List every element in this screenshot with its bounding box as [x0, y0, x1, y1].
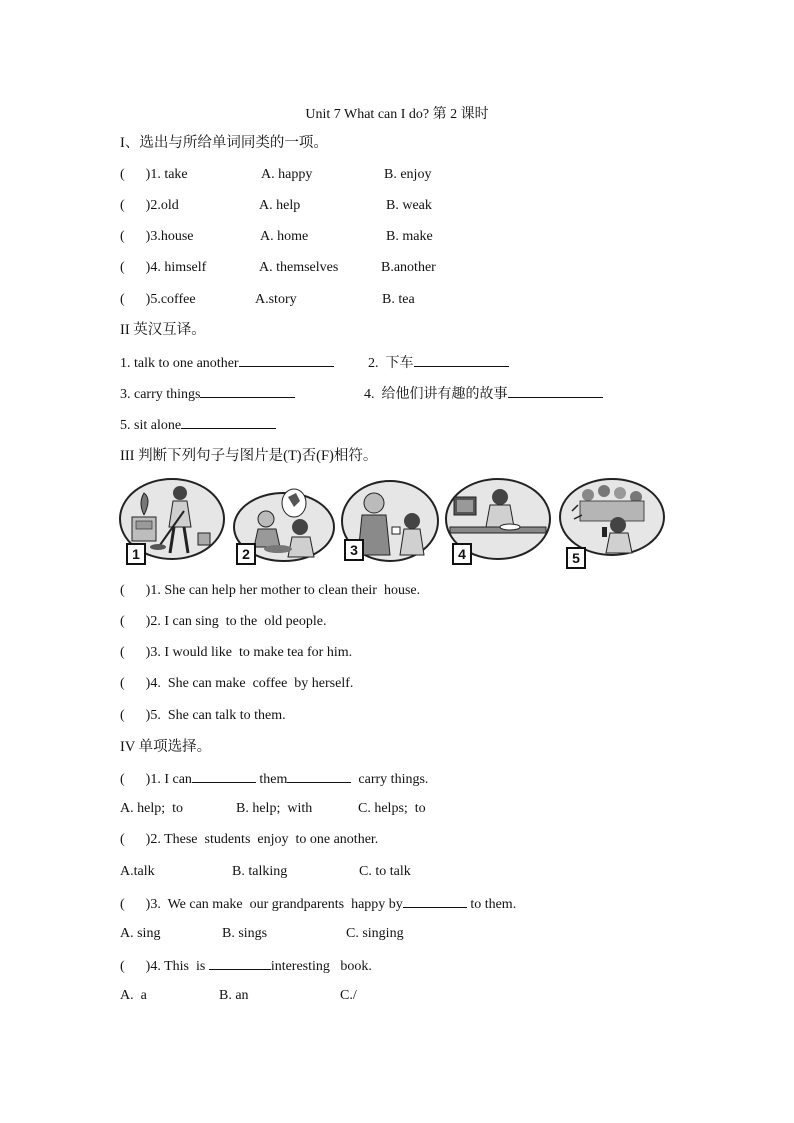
s3-q1: ( )1. She can help her mother to clean their house. [120, 583, 421, 598]
s4-q1-part-b: them [259, 772, 288, 787]
s4-q1-opt-b: B. help; with [236, 801, 313, 816]
s4-q3-opt-c: C. singing [346, 926, 404, 941]
s2-item-1 [120, 353, 334, 373]
s1-q3-a: A. home [260, 229, 309, 244]
picture-strip [118, 477, 668, 569]
s4-q2-opt-a: A.talk [120, 864, 155, 879]
s2-item-5-text: 5. sit alone [120, 418, 182, 433]
s4-q4-opt-a: A. a [120, 988, 147, 1003]
s4-q1-opt-c: C. helps; to [358, 801, 426, 816]
picture-5 [558, 477, 666, 569]
s1-q3: ( )3.house [120, 229, 194, 244]
s4-q2: ( )2. These students enjoy to one another. [120, 832, 379, 847]
picture-number: 4 [452, 543, 472, 565]
picture-number: 1 [126, 543, 146, 565]
answer-blank[interactable] [192, 769, 256, 783]
s1-q5: ( )5.coffee [120, 292, 196, 307]
s4-q3-opt-a: A. sing [120, 926, 161, 941]
section-2-heading: II 英汉互译。 [120, 322, 206, 338]
s2-item-1-text: 1. talk to one another [120, 356, 239, 371]
section-3-heading: III 判断下列句子与图片是(T)否(F)相符。 [120, 448, 378, 464]
s4-q1 [120, 769, 428, 789]
s1-q1-b: B. enjoy [384, 167, 432, 182]
s1-q4-a: A. themselves [259, 260, 339, 275]
s3-q2: ( )2. I can sing to the old people. [120, 614, 327, 629]
answer-blank[interactable] [508, 384, 603, 398]
s4-q4-part-b: interesting book. [270, 959, 372, 974]
s4-q2-opt-c: C. to talk [359, 864, 411, 879]
answer-blank[interactable] [414, 353, 509, 367]
s4-q4 [120, 956, 372, 976]
s4-q1-part-a: ( )1. I can [120, 772, 192, 787]
s4-q3-part-b: to them. [470, 897, 517, 912]
s4-q4-opt-b: B. an [219, 988, 249, 1003]
s3-q5: ( )5. She can talk to them. [120, 708, 286, 723]
s4-q4-opt-c: C./ [340, 988, 357, 1003]
s4-q1-opt-a: A. help; to [120, 801, 183, 816]
s1-q2-b: B. weak [386, 198, 432, 213]
answer-blank[interactable] [287, 769, 351, 783]
answer-blank[interactable] [181, 415, 276, 429]
section-1-heading: I、选出与所给单词同类的一项。 [120, 135, 328, 151]
s4-q2-opt-b: B. talking [232, 864, 288, 879]
answer-blank[interactable] [200, 384, 295, 398]
picture-1 [118, 477, 226, 569]
s1-q4-b: B.another [381, 260, 436, 275]
s2-item-3-text: 3. carry things [120, 387, 201, 402]
s2-item-2 [368, 353, 509, 373]
picture-number: 2 [236, 543, 256, 565]
s4-q3 [120, 894, 516, 914]
s1-q3-b: B. make [386, 229, 433, 244]
picture-number: 3 [344, 539, 364, 561]
picture-3 [340, 477, 440, 569]
s2-item-4-text: 4. 给他们讲有趣的故事 [364, 387, 508, 402]
s1-q1: ( )1. take [120, 167, 188, 182]
picture-4 [444, 477, 552, 569]
s1-q2-a: A. help [259, 198, 301, 213]
s2-item-2-text: 2. 下车 [368, 356, 414, 371]
s1-q1-a: A. happy [261, 167, 313, 182]
picture-number: 5 [566, 547, 586, 569]
s4-q3-part-a: ( )3. We can make our grandparents happy by [120, 897, 403, 912]
s4-q3-opt-b: B. sings [222, 926, 268, 941]
answer-blank[interactable] [209, 956, 271, 970]
s1-q5-b: B. tea [382, 292, 415, 307]
s1-q5-a: A.story [255, 292, 297, 307]
picture-2 [230, 477, 338, 569]
answer-blank[interactable] [403, 894, 467, 908]
s2-item-4 [364, 384, 603, 404]
s2-item-5 [120, 415, 276, 435]
s3-q3: ( )3. I would like to make tea for him. [120, 645, 353, 660]
s4-q4-part-a: ( )4. This is [120, 959, 206, 974]
s4-q1-part-c: carry things. [358, 772, 429, 787]
s1-q2: ( )2.old [120, 198, 179, 213]
s2-item-3 [120, 384, 295, 404]
section-4-heading: IV 单项选择。 [120, 739, 212, 755]
answer-blank[interactable] [239, 353, 334, 367]
s1-q4: ( )4. himself [120, 260, 207, 275]
page-title: Unit 7 What can I do? 第 2 课时 [305, 107, 489, 122]
s3-q4: ( )4. She can make coffee by herself. [120, 676, 354, 691]
